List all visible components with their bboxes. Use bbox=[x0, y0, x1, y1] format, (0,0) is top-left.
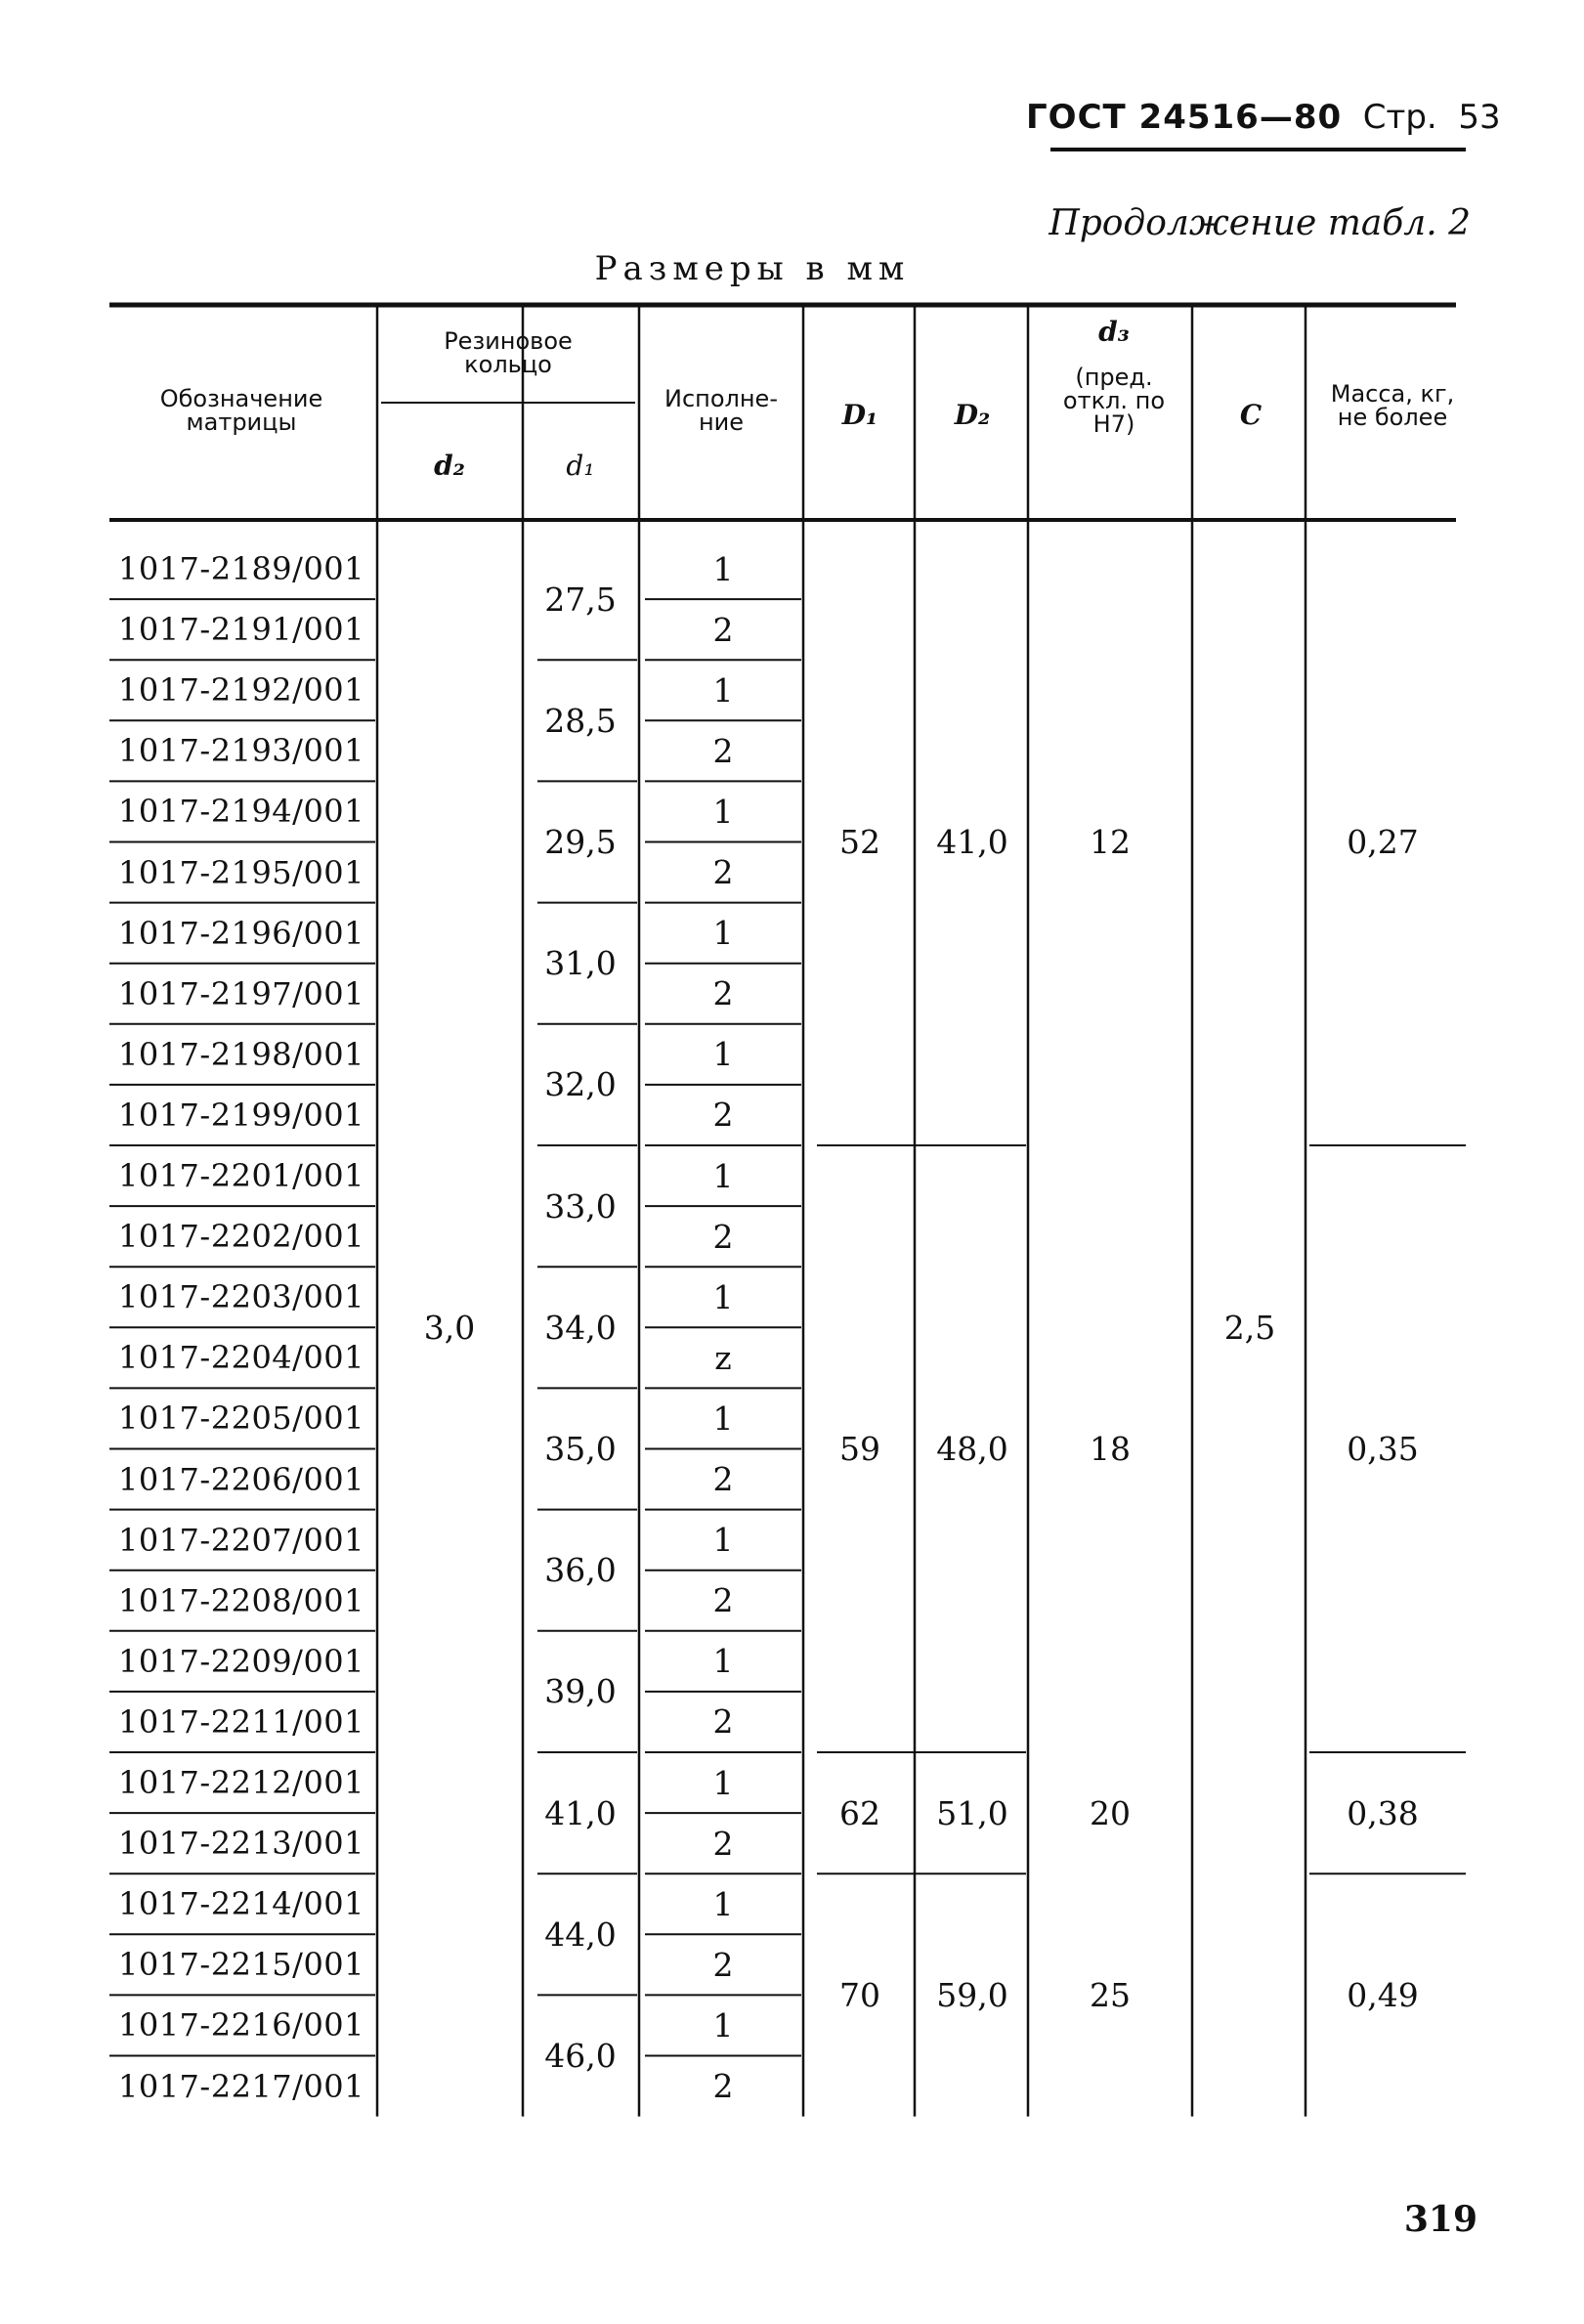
table-row-designation: 1017-2205/001 bbox=[117, 1399, 365, 1438]
table-row-designation: 1017-2195/001 bbox=[117, 853, 365, 891]
header-d2: d₂ bbox=[434, 450, 465, 482]
table-row-designation: 1017-2201/001 bbox=[117, 1157, 365, 1194]
table-row-version: 1 bbox=[712, 1642, 734, 1681]
table-row-designation: 1017-2206/001 bbox=[117, 1460, 365, 1498]
header-d3: d₃ bbox=[1098, 316, 1130, 348]
table-row-designation: 1017-2208/001 bbox=[117, 1581, 365, 1619]
table-row-designation: 1017-2212/001 bbox=[117, 1764, 365, 1801]
table-row-designation: 1017-2217/001 bbox=[117, 2067, 365, 2105]
table-row-version: 2 bbox=[712, 1702, 734, 1742]
table-row-version: 2 bbox=[712, 1096, 734, 1135]
table-row-designation: 1017-2203/001 bbox=[117, 1278, 365, 1316]
table-cell-D2: 41,0 bbox=[936, 823, 1008, 861]
table-cell-d2: 3,0 bbox=[423, 1308, 476, 1347]
table-cell-D2: 59,0 bbox=[936, 1975, 1008, 2014]
table-row-version: 1 bbox=[712, 1399, 734, 1438]
table-row-designation: 1017-2189/001 bbox=[117, 550, 365, 587]
table-row-version: 2 bbox=[712, 2067, 734, 2106]
table-cell-D2: 48,0 bbox=[936, 1430, 1008, 1468]
table-cell-d1: 28,5 bbox=[544, 701, 617, 740]
table-cell-d1: 27,5 bbox=[544, 580, 617, 619]
table-row-designation: 1017-2204/001 bbox=[117, 1339, 365, 1377]
table-row-designation: 1017-2214/001 bbox=[117, 1885, 365, 1923]
table-cell-D1: 70 bbox=[839, 1975, 880, 2014]
table-cell-C: 2,5 bbox=[1223, 1308, 1276, 1347]
table-cell-mass: 0,49 bbox=[1347, 1975, 1419, 2014]
units-caption: Размеры в мм bbox=[594, 249, 911, 288]
table-row-version: 1 bbox=[712, 792, 734, 831]
table-cell-mass: 0,27 bbox=[1347, 823, 1419, 861]
table-row-version: 2 bbox=[712, 731, 734, 770]
page-label-number: 53 bbox=[1458, 98, 1501, 137]
table-row-designation: 1017-2211/001 bbox=[117, 1702, 365, 1741]
table-cell-d1: 39,0 bbox=[544, 1672, 617, 1711]
table-row-designation: 1017-2196/001 bbox=[117, 914, 365, 952]
table-row-version: 1 bbox=[712, 1156, 734, 1195]
table-row-version: 1 bbox=[712, 914, 734, 953]
header-designation: Обозначение матрицы bbox=[159, 385, 323, 436]
header-d1: d₁ bbox=[566, 450, 595, 482]
table-cell-d1: 32,0 bbox=[544, 1065, 617, 1104]
header-C: C bbox=[1239, 399, 1263, 431]
table-cell-d3: 25 bbox=[1090, 1975, 1131, 2014]
table-row-version: 2 bbox=[712, 974, 734, 1013]
table-row-version: 1 bbox=[712, 1521, 734, 1560]
table-cell-D2: 51,0 bbox=[936, 1793, 1008, 1832]
header-mass: Масса, кг, не более bbox=[1330, 380, 1455, 431]
table-cell-d3: 20 bbox=[1090, 1793, 1131, 1832]
table-cell-d3: 12 bbox=[1090, 823, 1131, 861]
table-row-designation: 1017-2202/001 bbox=[117, 1218, 365, 1256]
table-row-version: 2 bbox=[712, 610, 734, 649]
table-row-version: z bbox=[714, 1338, 732, 1377]
table-cell-d1: 35,0 bbox=[544, 1429, 617, 1468]
table-cell-d1: 46,0 bbox=[544, 2036, 617, 2075]
table-row-designation: 1017-2194/001 bbox=[117, 793, 365, 831]
table-cell-d1: 31,0 bbox=[544, 944, 617, 983]
table-row-designation: 1017-2215/001 bbox=[117, 1946, 365, 1984]
table-cell-mass: 0,35 bbox=[1347, 1430, 1419, 1468]
table-cell-D1: 59 bbox=[839, 1430, 880, 1468]
table-row-designation: 1017-2216/001 bbox=[117, 2006, 365, 2044]
table-cell-d3: 18 bbox=[1090, 1430, 1131, 1468]
table-cell-d1: 36,0 bbox=[544, 1551, 617, 1590]
page-number: 319 bbox=[1403, 2199, 1477, 2240]
table-cell-d1: 34,0 bbox=[544, 1308, 617, 1347]
table-row-designation: 1017-2207/001 bbox=[117, 1521, 365, 1559]
table-cell-D1: 52 bbox=[839, 823, 880, 861]
table-row-version: 2 bbox=[712, 1217, 734, 1256]
table-row-version: 1 bbox=[712, 549, 734, 588]
table-cell-d1: 33,0 bbox=[544, 1186, 617, 1226]
header-D2: D₂ bbox=[954, 399, 991, 431]
header-D1: D₁ bbox=[841, 399, 878, 431]
page-label: Стр. bbox=[1362, 98, 1437, 137]
table-row-version: 1 bbox=[712, 2005, 734, 2044]
table-row-designation: 1017-2191/001 bbox=[117, 611, 365, 649]
table-row-version: 2 bbox=[712, 853, 734, 892]
table-row-version: 1 bbox=[712, 1884, 734, 1923]
table-row-designation: 1017-2209/001 bbox=[117, 1642, 365, 1680]
table-row-version: 2 bbox=[712, 1460, 734, 1499]
continuation-caption: Продолжение табл. 2 bbox=[1049, 203, 1471, 243]
table-row-designation: 1017-2193/001 bbox=[117, 732, 365, 770]
table-row-version: 2 bbox=[712, 1824, 734, 1863]
table-row-version: 1 bbox=[712, 1763, 734, 1802]
header-rubber-ring: Резиновое кольцо bbox=[444, 327, 573, 378]
table-row-designation: 1017-2198/001 bbox=[117, 1035, 365, 1073]
table-cell-d1: 41,0 bbox=[544, 1793, 617, 1832]
table-row-designation: 1017-2199/001 bbox=[117, 1096, 365, 1134]
table-row-version: 1 bbox=[712, 670, 734, 710]
table-row-designation: 1017-2197/001 bbox=[117, 974, 365, 1012]
header-version: Исполне-ние bbox=[664, 385, 778, 436]
table-row-version: 1 bbox=[712, 1035, 734, 1074]
table-cell-D1: 62 bbox=[839, 1793, 880, 1832]
header-d3-tolerance: (пред. откл. по H7) bbox=[1062, 364, 1166, 438]
table-cell-mass: 0,38 bbox=[1347, 1793, 1419, 1832]
table-row-version: 2 bbox=[712, 1945, 734, 1984]
table-row-designation: 1017-2192/001 bbox=[117, 671, 365, 710]
table-row-version: 2 bbox=[712, 1581, 734, 1620]
table-cell-d1: 44,0 bbox=[544, 1915, 617, 1954]
standard-number: ГОСТ 24516—80 bbox=[1026, 98, 1343, 137]
table-row-designation: 1017-2213/001 bbox=[117, 1825, 365, 1863]
table-cell-d1: 29,5 bbox=[544, 822, 617, 861]
table-row-version: 1 bbox=[712, 1277, 734, 1316]
